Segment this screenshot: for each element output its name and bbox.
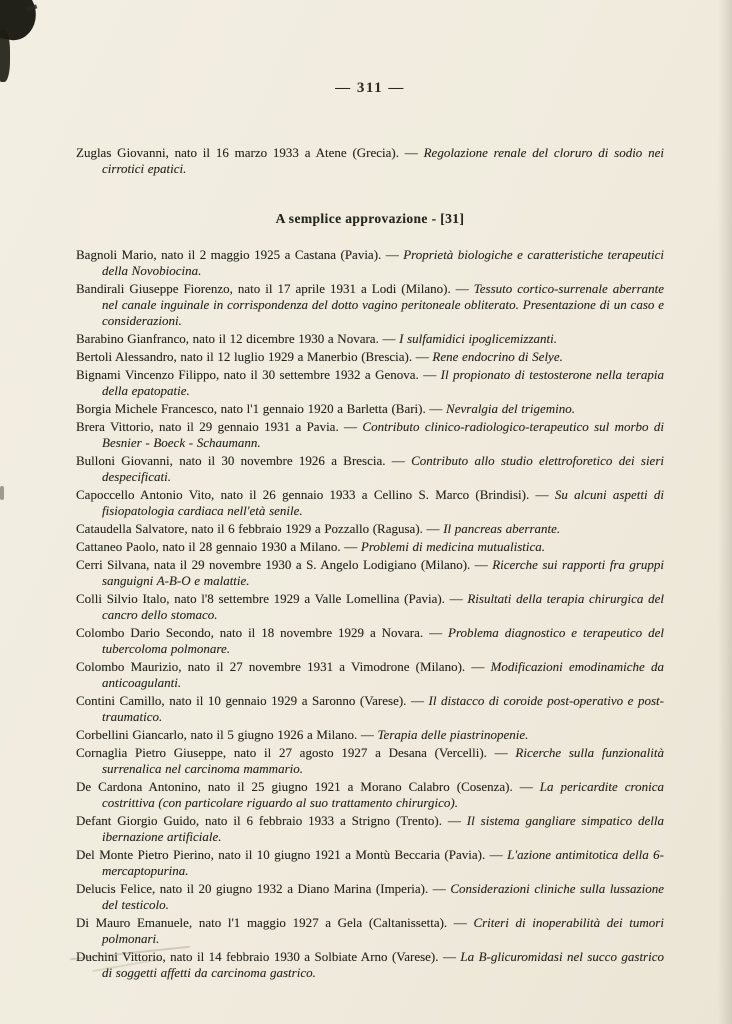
entry-thesis-title: Contributo allo studio elettroforetico dei sieri despecificati. <box>102 453 664 484</box>
entry-thesis-title: L'azione antimitotica della 6-mercaptopurina. <box>102 847 665 878</box>
entry-thesis-title: Proprietà biologiche e caratteristiche terapeutici della Novobiocina. <box>102 247 664 278</box>
entry-person-info: Cornaglia Pietro Giuseppe, nato il 27 agosto 1927 a Desana (Vercelli). — <box>76 745 516 760</box>
entry-person-info: Corbellini Giancarlo, nato il 5 giugno 1926 a Milano. — <box>76 727 378 742</box>
thesis-entry <box>76 521 664 537</box>
thesis-entry <box>76 557 664 589</box>
entry-thesis-title: Problema diagnostico e terapeutico del tubercoloma polmonare. <box>102 625 664 656</box>
entry-person-info: Bagnoli Mario, nato il 2 maggio 1925 a Castana (Pavia). — <box>76 247 404 262</box>
entry-thesis-title: Il pancreas aberrante. <box>443 521 561 536</box>
thesis-entry <box>76 779 664 811</box>
entry-person-info: Delucis Felice, nato il 20 giugno 1932 a Diano Marina (Imperia). — <box>76 881 451 896</box>
thesis-entry <box>76 539 664 555</box>
entry-thesis-title: Problemi di medicina mutualistica. <box>360 539 546 554</box>
entry-thesis-title: Regolazione renale del cloruro di sodio nei cirrotici epatici. <box>102 145 664 176</box>
thesis-entry <box>76 727 664 743</box>
entry-thesis-title: Terapia delle piastrinopenie. <box>377 727 529 742</box>
entry-thesis-title: Ricerche sui rapporti fra gruppi sanguigni A-B-O e malattie. <box>102 557 664 588</box>
entry-thesis-title: Risultati della terapia chirurgica del cancro dello stomaco. <box>102 591 664 622</box>
page-edge-shadow <box>718 0 732 1024</box>
thesis-entry <box>76 693 664 725</box>
entry-thesis-title: Nevralgia del trigemino. <box>446 401 576 416</box>
thesis-entry <box>76 145 664 177</box>
thesis-entry <box>76 949 664 981</box>
entry-person-info: Contini Camillo, nato il 10 gennaio 1929 a Saronno (Varese). — <box>76 693 429 708</box>
thesis-entry <box>76 367 664 399</box>
entry-thesis-title: Considerazioni cliniche sulla lussazione del testicolo. <box>102 881 664 912</box>
entry-thesis-title: Il distacco di coroide post-operativo e post-traumatico. <box>102 693 664 724</box>
section-heading: A semplice approvazione - [31] <box>275 211 465 226</box>
page-number: — 311 — <box>335 80 405 96</box>
entry-person-info: Duchini Vittorio, nato il 14 febbraio 1930 a Solbiate Arno (Varese). — <box>76 949 461 964</box>
entry-person-info: Zuglas Giovanni, nato il 16 marzo 1933 a Atene (Grecia). — <box>76 145 424 160</box>
scan-artifact-mid-mark <box>0 486 4 500</box>
entry-person-info: Barabino Gianfranco, nato il 12 dicembre 1930 a Novara. — <box>76 331 400 346</box>
page-content <box>76 80 664 983</box>
thesis-entry <box>76 487 664 519</box>
thesis-entry <box>76 881 664 913</box>
entry-thesis-title: I sulfamidici ipoglicemizzanti. <box>399 331 557 346</box>
entry-thesis-title: Criteri di inoperabilità dei tumori polmonari. <box>102 915 664 946</box>
thesis-entry <box>76 401 664 417</box>
thesis-entry <box>76 847 664 879</box>
thesis-entry <box>76 745 664 777</box>
entry-thesis-title: Su alcuni aspetti di fisiopatologia cardiaca nell'età senile. <box>102 487 664 518</box>
entry-person-info: Capoccello Antonio Vito, nato il 26 gennaio 1933 a Cellino S. Marco (Brindisi). — <box>76 487 555 502</box>
entry-person-info: Colombo Dario Secondo, nato il 18 novembre 1929 a Novara. — <box>76 625 448 640</box>
thesis-entry <box>76 591 664 623</box>
thesis-entry <box>76 813 664 845</box>
entry-thesis-title: Il propionato di testosterone nella terapia della epatopatie. <box>102 367 664 398</box>
thesis-entry <box>76 659 664 691</box>
entry-person-info: De Cardona Antonino, nato il 25 giugno 1921 a Morano Calabro (Cosenza). — <box>76 779 540 794</box>
entry-person-info: Borgia Michele Francesco, nato l'1 gennaio 1920 a Barletta (Bari). — <box>76 401 447 416</box>
thesis-entry <box>76 281 664 329</box>
thesis-entry <box>76 625 664 657</box>
thesis-entry <box>76 453 664 485</box>
entry-thesis-title: Tessuto cortico-surrenale aberrante nel canale inguinale in corrispondenza del dotto vagino peritoneale obliterato. Presentazione di un caso e considerazioni. <box>102 281 665 328</box>
entry-thesis-title: Rene endocrino di Selye. <box>432 349 563 364</box>
scan-artifact-edge-streak <box>0 30 10 82</box>
entry-person-info: Defant Giorgio Guido, nato il 6 febbraio 1933 a Strigno (Trento). — <box>76 813 467 828</box>
thesis-entry <box>76 349 664 365</box>
entry-person-info: Cerri Silvana, nata il 29 novembre 1930 a S. Angelo Lodigiano (Milano). — <box>76 557 493 572</box>
entry-thesis-title: Modificazioni emodinamiche da anticoagulanti. <box>102 659 664 690</box>
entry-person-info: Del Monte Pietro Pierino, nato il 10 giugno 1921 a Montù Beccaria (Pavia). — <box>76 847 508 862</box>
thesis-entry <box>76 331 664 347</box>
entry-thesis-title: Contributo clinico-radiologico-terapeutico sul morbo di Besnier - Boeck - Schaumann. <box>102 419 664 450</box>
entry-thesis-title: Ricerche sulla funzionalità surrenalica nel carcinoma mammario. <box>102 745 664 776</box>
entry-person-info: Cataudella Salvatore, nato il 6 febbraio 1929 a Pozzallo (Ragusa). — <box>76 521 444 536</box>
entry-person-info: Colombo Maurizio, nato il 27 novembre 1931 a Vimodrone (Milano). — <box>76 659 491 674</box>
entry-thesis-title: La B-glicuromidasi nel succo gastrico di soggetti affetti da carcinoma gastrico. <box>102 949 664 980</box>
entry-person-info: Colli Silvio Italo, nato l'8 settembre 1929 a Valle Lomellina (Pavia). — <box>76 591 468 606</box>
entry-person-info: Bulloni Giovanni, nato il 30 novembre 1926 a Brescia. — <box>76 453 412 468</box>
entry-person-info: Bertoli Alessandro, nato il 12 luglio 1929 a Manerbio (Brescia). — <box>76 349 433 364</box>
thesis-entry <box>76 419 664 451</box>
entry-person-info: Bandirali Giuseppe Fiorenzo, nato il 17 aprile 1931 a Lodi (Milano). — <box>76 281 474 296</box>
entry-person-info: Di Mauro Emanuele, nato l'1 maggio 1927 a Gela (Caltanissetta). — <box>76 915 474 930</box>
entry-person-info: Brera Vittorio, nato il 29 gennaio 1931 a Pavia. — <box>76 419 363 434</box>
thesis-entry <box>76 247 664 279</box>
entry-thesis-title: La pericardite cronica costrittiva (con particolare riguardo al suo trattamento chirurgico). <box>102 779 664 810</box>
entry-person-info: Bignami Vincenzo Filippo, nato il 30 settembre 1932 a Genova. — <box>76 367 441 382</box>
thesis-entry <box>76 915 664 947</box>
entry-person-info: Cattaneo Paolo, nato il 28 gennaio 1930 a Milano. — <box>76 539 361 554</box>
entries-list <box>76 247 664 981</box>
entry-thesis-title: Il sistema gangliare simpatico della ibernazione artificiale. <box>102 813 664 844</box>
